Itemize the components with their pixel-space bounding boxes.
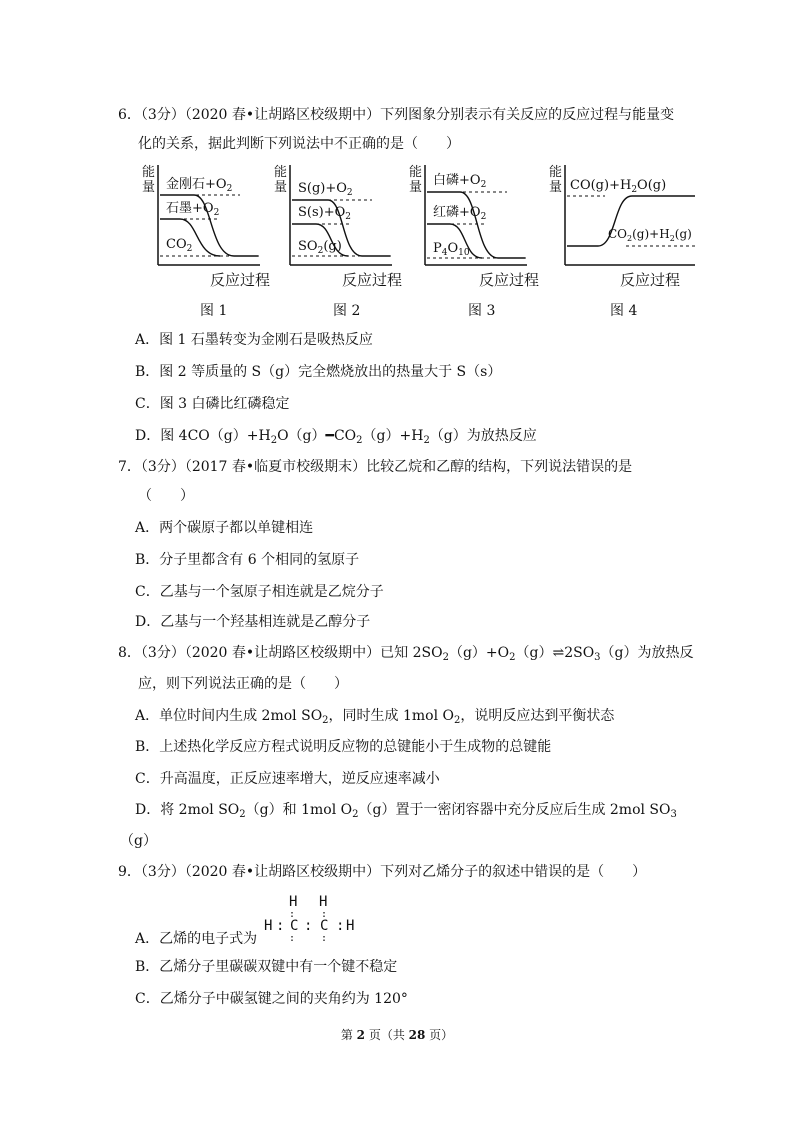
q8-option-d-line2: （g） — [120, 833, 157, 849]
formula-c-1: C — [290, 918, 299, 934]
fig4-axis-y-top: 能 — [549, 165, 563, 180]
formula-bond-dots-top-1: : — [289, 909, 296, 920]
formula-bond-dots-top-2: : — [321, 909, 328, 920]
fig2-caption: 图 2 — [333, 303, 361, 319]
fig1-axis-y-bottom: 量 — [142, 180, 156, 195]
electron-formula-svg — [264, 890, 364, 950]
q6-option-c[interactable]: C．图 3 白磷比红磷稳定 — [135, 396, 290, 412]
fig4-axis-y-bottom: 量 — [549, 180, 563, 195]
fig2-label-so2: $SO_2(g)$ — [298, 239, 342, 256]
fig3-axis-x: 反应过程 — [479, 271, 540, 289]
fig1-axis-x: 反应过程 — [210, 271, 271, 289]
fig1-label-graphite: 石墨$+O_2$ — [166, 201, 220, 218]
q8-option-d[interactable]: D．将 2mol $SO_2(g)$和 1mol $O_2(g)$置于一密闭容器中充分反应后生成 2mol $SO_3$ — [135, 802, 677, 820]
q6-stem-line2: 化的关系，据此判断下列说法中不正确的是（ ） — [138, 136, 460, 152]
fig3-axis-y-top: 能 — [409, 165, 423, 180]
q6-option-d[interactable]: D．图 $4CO(g)+H_2O(g)━CO_2(g)+H_2(g)$为放热反应 — [135, 428, 537, 446]
q7-option-c[interactable]: C．乙基与一个氢原子相连就是乙烷分子 — [135, 584, 384, 600]
formula-h-top-1: H — [289, 894, 298, 910]
formula-h-left: H — [264, 918, 273, 934]
page-number: 2 — [356, 1028, 365, 1042]
formula-c-2: C — [320, 918, 329, 934]
fig1-axis-y-top: 能 — [142, 165, 156, 180]
q9-option-b[interactable]: B．乙烯分子里碳碳双键中有一个键不稳定 — [135, 959, 398, 975]
fig3-label-red-p: 红磷$+O_2$ — [433, 205, 487, 222]
q7-stem-line2: （ ） — [138, 488, 194, 504]
fig4-label-reactants: $CO(g)+H_2O(g)$ — [570, 178, 667, 195]
q9-stem: 9．（3分）（2020 春•让胡路区校级期中）下列对乙烯分子的叙述中错误的是（ ） — [118, 864, 647, 880]
page-footer: 第 2 页（共 28 页） — [340, 1028, 454, 1042]
page-total: 28 — [408, 1028, 426, 1042]
fig4-axis-x: 反应过程 — [620, 271, 681, 289]
fig1-label-diamond: 金刚石$+O_2$ — [166, 177, 233, 194]
q6-option-a[interactable]: A．图 1 石墨转变为金刚石是吸热反应 — [135, 332, 373, 348]
q8-stem-line2: 应，则下列说法正确的是（ ） — [138, 676, 348, 692]
fig3-label-white-p: 白磷$+O_2$ — [433, 173, 487, 190]
q8-option-c[interactable]: C．升高温度，正反应速率增大，逆反应速率减小 — [135, 771, 440, 787]
q6-stem-line1: 6．（3分）（2020 春•让胡路区校级期中）下列图象分别表示有关反应的反应过程与能量变 — [118, 107, 675, 123]
q9-option-a[interactable]: A．乙烯的电子式为 — [135, 931, 258, 947]
formula-colon-1: : — [276, 918, 285, 934]
energy-diagrams-svg — [140, 160, 700, 325]
fig3-axis-y-bottom: 量 — [409, 180, 423, 195]
figure-1 — [142, 164, 270, 319]
fig2-axis-y-top: 能 — [274, 165, 288, 180]
fig2-label-sg: $S(g)+O_2$ — [298, 181, 353, 198]
figure-2 — [274, 164, 402, 319]
figure-3 — [409, 164, 539, 319]
formula-colon-3: : — [336, 918, 345, 934]
q9-option-c[interactable]: C．乙烯分子中碳氢键之间的夹角约为 120° — [135, 991, 408, 1007]
formula-h-top-2: H — [319, 894, 328, 910]
formula-colon-2: : — [304, 918, 313, 934]
q8-option-a[interactable]: A．单位时间内生成 2mol $SO_2$，同时生成 1mol $O_2$，说明反应达到平衡状态 — [135, 708, 615, 726]
fig1-label-co2: $CO_2$ — [166, 237, 193, 254]
figure-4 — [549, 164, 695, 319]
fig2-label-ss: $S(s)+O_2$ — [298, 205, 352, 222]
fig1-caption: 图 1 — [200, 303, 228, 319]
formula-h-right: H — [346, 918, 355, 934]
fig3-label-p4o10: $P_4O_{10}$ — [433, 241, 470, 258]
q7-option-d[interactable]: D．乙基与一个羟基相连就是乙醇分子 — [135, 614, 371, 630]
fig2-axis-y-bottom: 量 — [274, 180, 288, 195]
q6-energy-figures — [140, 160, 700, 325]
formula-dots-bottom-2: : — [321, 933, 328, 944]
q7-option-b[interactable]: B．分子里都含有 6 个相同的氢原子 — [135, 552, 360, 568]
q7-stem-line1: 7．（3分）（2017 春•临夏市校级期末）比较乙烷和乙醇的结构，下列说法错误的是 — [118, 459, 633, 475]
q6-option-b[interactable]: B．图 2 等质量的 S（g）完全燃烧放出的热量大于 S（s） — [135, 364, 502, 380]
q8-option-b[interactable]: B．上述热化学反应方程式说明反应物的总键能小于生成物的总键能 — [135, 739, 552, 755]
formula-dots-bottom-1: : — [289, 933, 296, 944]
q7-option-a[interactable]: A．两个碳原子都以单键相连 — [135, 520, 314, 536]
fig2-axis-x: 反应过程 — [342, 271, 403, 289]
fig3-caption: 图 3 — [468, 303, 496, 319]
ethylene-electron-formula — [264, 890, 364, 950]
q8-stem-line1: 8．（3分）（2020 春•让胡路区校级期中）已知 $2SO_2(g)+O_2(g)\rightleftharpoons 2SO_3(g)$为放热反 — [118, 645, 694, 663]
fig4-caption: 图 4 — [610, 303, 638, 319]
fig4-label-products: $CO_2(g)+H_2(g)$ — [608, 227, 692, 243]
